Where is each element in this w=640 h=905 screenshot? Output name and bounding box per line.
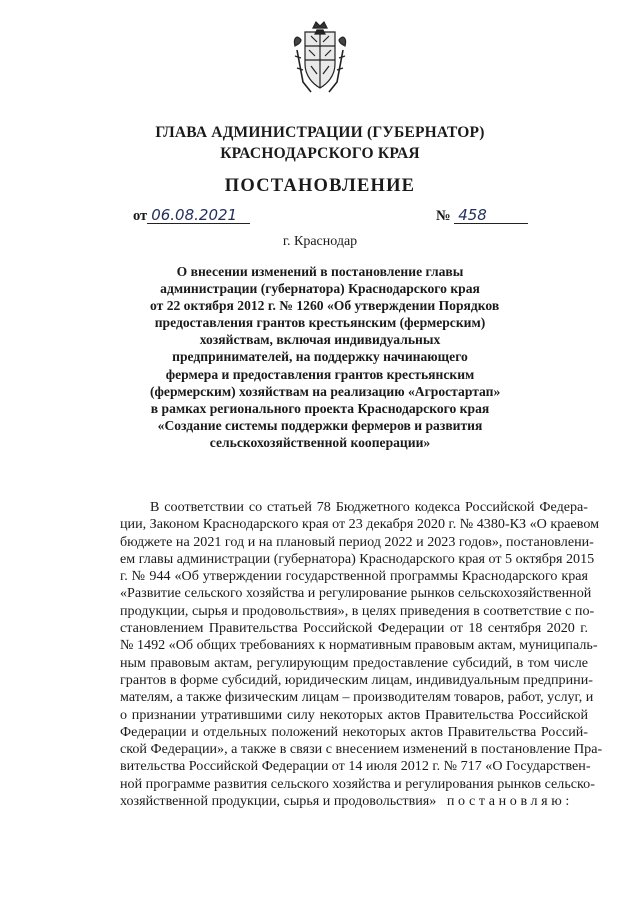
date-prefix: от (133, 208, 148, 224)
body-line: становлением Правительства Российской Федерации от 18 сентября 2020 г. (120, 620, 588, 637)
body-line: ным правовым актам, регулирующим предоставление субсидий, в том числе (120, 654, 588, 671)
body-line: ции, Законом Краснодарского края от 23 декабря 2020 г. № 4380-КЗ «О краевом (120, 516, 600, 533)
title-line: сельскохозяйственной кооперации» (209, 434, 431, 450)
body-line: «Развитие сельского хозяйства и регулирование рынков сельскохозяйственной (120, 585, 592, 602)
title-line: администрации (губернатора) Краснодарского края (160, 281, 480, 297)
body-line: бюджете на 2021 год и на плановый период 2022 и 2023 годов», постановлени- (120, 533, 594, 550)
body-line: хозяйственной продукции, сырья и продовольствия» (120, 793, 437, 810)
title-line: хозяйствам, включая индивидуальных (199, 332, 441, 348)
body-line: вительства Российской Федерации от 14 июля 2012 г. № 717 «О Государствен- (120, 758, 591, 775)
number-prefix: № (436, 208, 451, 224)
title-line: от 22 октября 2012 г. № 1260 «Об утверждении Порядков (150, 298, 500, 314)
title-line: (фермерским) хозяйствам на реализацию «Агростартап» (150, 383, 501, 399)
body-line: ской Федерации», а также в связи с внесением изменений в постановление Пра- (120, 741, 603, 758)
body-line: мателям, а также физическим лицам – производителям товаров, работ, услуг, и (120, 689, 594, 706)
date-value-handwritten: 06.08.2021 (147, 207, 250, 224)
body-line: № 1492 «Об общих требованиях к нормативным правовым актам, муниципаль- (120, 637, 598, 654)
body-line: продукции, сырья и продовольствия», в целях приведения в соответствие с по- (120, 602, 595, 619)
title-line: «Создание системы поддержки фермеров и развития (157, 417, 483, 433)
title-line: в рамках регионального проекта Краснодарского края (150, 400, 490, 416)
body-line: грантов в форме субсидий, юридическим лицам, индивидуальным предприни- (120, 671, 593, 688)
body-line: Федерации и отдельных положений некоторых актов Правительства Россий- (120, 723, 588, 740)
decree-word: постановляю: (446, 793, 573, 810)
title-line: О внесении изменений в постановление главы (176, 264, 464, 279)
body-line: г. № 944 «Об утверждении государственной программы Краснодарского края (120, 568, 588, 585)
document-date (133, 207, 250, 225)
authority-name-line2: КРАСНОДАРСКОГО КРАЯ (220, 145, 420, 162)
authority-name-line1: ГЛАВА АДМИНИСТРАЦИИ (ГУБЕРНАТОР) (155, 124, 485, 141)
title-line: предпринимателей, на поддержку начинающего (172, 349, 468, 365)
city-of-issue: г. Краснодар (282, 234, 358, 249)
body-line: В соответствии со статьей 78 Бюджетного кодекса Российской Федера- (150, 499, 588, 515)
body-final-line (120, 793, 588, 810)
body-line: ем главы администрации (губернатора) Краснодарского края от 5 октября 2015 (120, 550, 595, 567)
body-paragraph (120, 499, 603, 810)
title-line: предоставления грантов крестьянским (фермерским) (154, 315, 486, 331)
number-value-handwritten: 458 (454, 207, 528, 224)
coat-of-arms-emblem (291, 20, 349, 98)
body-line: о признании утратившими силу некоторых актов Правительства Российской (120, 706, 588, 723)
document-type-heading: ПОСТАНОВЛЕНИЕ (224, 176, 416, 196)
title-line: фермера и предоставления грантов крестьянским (165, 366, 475, 382)
body-line: ной программе развития сельского хозяйства и регулирования рынков сельско- (120, 775, 595, 792)
document-title (150, 263, 501, 451)
document-number (436, 207, 528, 225)
